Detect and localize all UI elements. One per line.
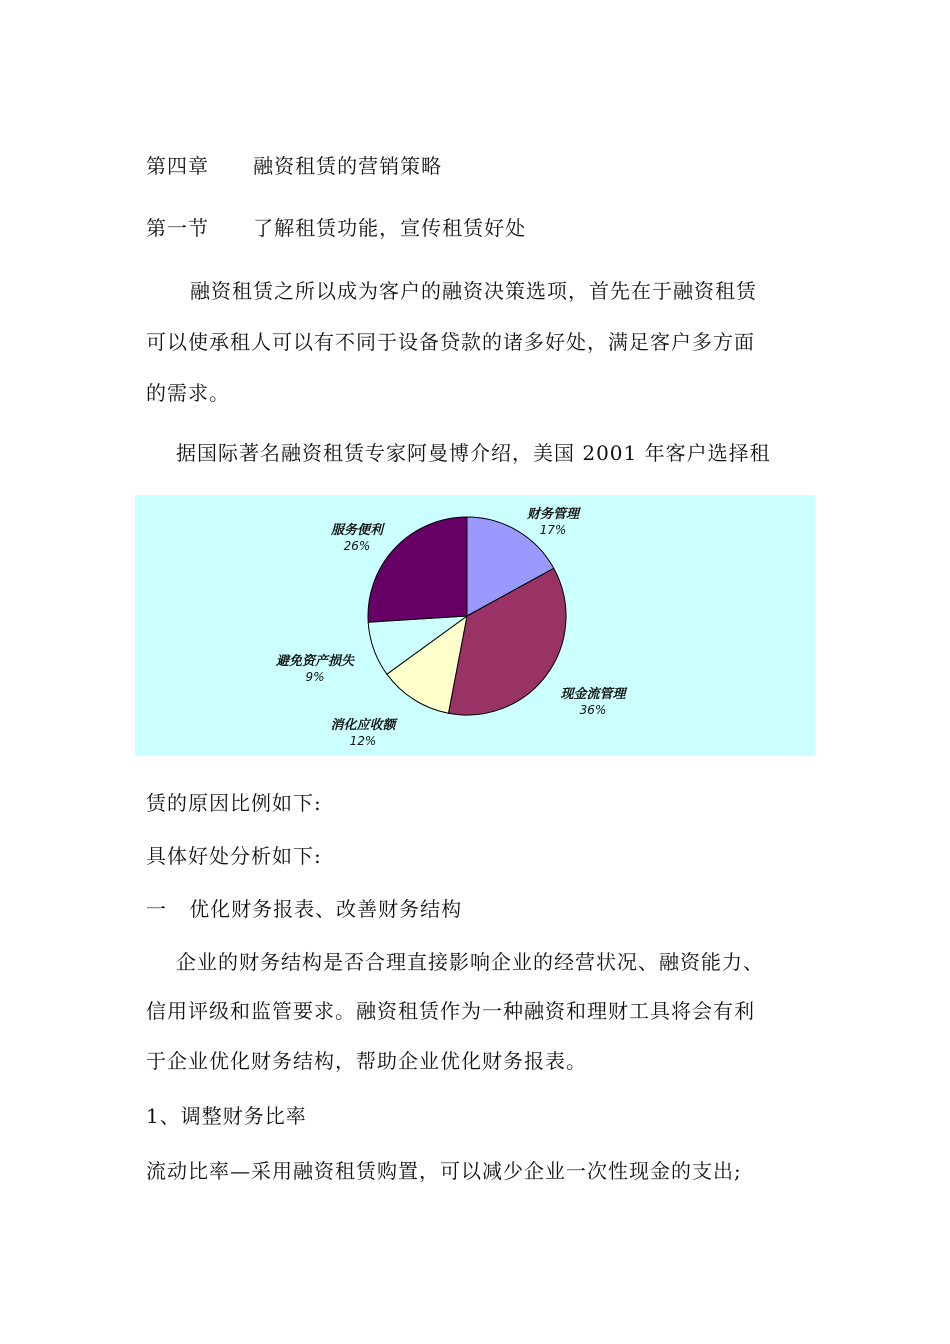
paragraph-line: 融资租赁之所以成为客户的融资决策选项，首先在于融资租赁 <box>190 279 757 303</box>
slice-label: 避免资产损失 <box>275 654 355 669</box>
pie-chart <box>135 495 815 756</box>
section-heading <box>146 212 526 241</box>
chapter-number: 第四章 <box>146 154 209 178</box>
paragraph-line: 信用评级和监管要求。融资租赁作为一种融资和理财工具将会有利 <box>146 999 755 1023</box>
paragraph-line: 于企业优化财务结构，帮助企业优化财务报表。 <box>146 1049 587 1073</box>
slice-percent: 17% <box>539 523 567 537</box>
slice-percent: 12% <box>349 734 377 748</box>
subheading-2: 1、调整财务比率 <box>146 1104 307 1128</box>
slice-label: 消化应收额 <box>330 718 396 733</box>
slice-percent: 26% <box>343 539 371 553</box>
subheading-1 <box>146 893 462 922</box>
slice-percent: 9% <box>305 670 325 684</box>
intro-text: 具体好处分析如下: <box>146 844 322 868</box>
subheading-title: 优化财务报表、改善财务结构 <box>189 897 463 921</box>
section-number: 第一节 <box>146 216 209 240</box>
slice-label: 财务管理 <box>526 507 580 522</box>
paragraph-line: 的需求。 <box>146 381 230 405</box>
paragraph-line: 赁的原因比例如下: <box>146 791 322 815</box>
paragraph-line: 据国际著名融资租赁专家阿曼博介绍，美国 2001 年客户选择租 <box>176 441 771 465</box>
chapter-heading <box>146 150 442 179</box>
slice-label: 服务便利 <box>330 523 384 538</box>
pie-chart-svg <box>135 495 815 756</box>
paragraph-line: 企业的财务结构是否合理直接影响企业的经营状况、融资能力、 <box>176 950 764 974</box>
paragraph-line: 流动比率—采用融资租赁购置，可以减少企业一次性现金的支出; <box>146 1159 742 1183</box>
subheading-number: 一 <box>146 897 167 921</box>
slice-percent: 36% <box>579 703 607 717</box>
slice-label: 现金流管理 <box>560 687 626 702</box>
section-title: 了解租赁功能，宣传租赁好处 <box>253 216 527 240</box>
chapter-title: 融资租赁的营销策略 <box>253 154 443 178</box>
paragraph-line: 可以使承租人可以有不同于设备贷款的诸多好处，满足客户多方面 <box>146 330 755 354</box>
